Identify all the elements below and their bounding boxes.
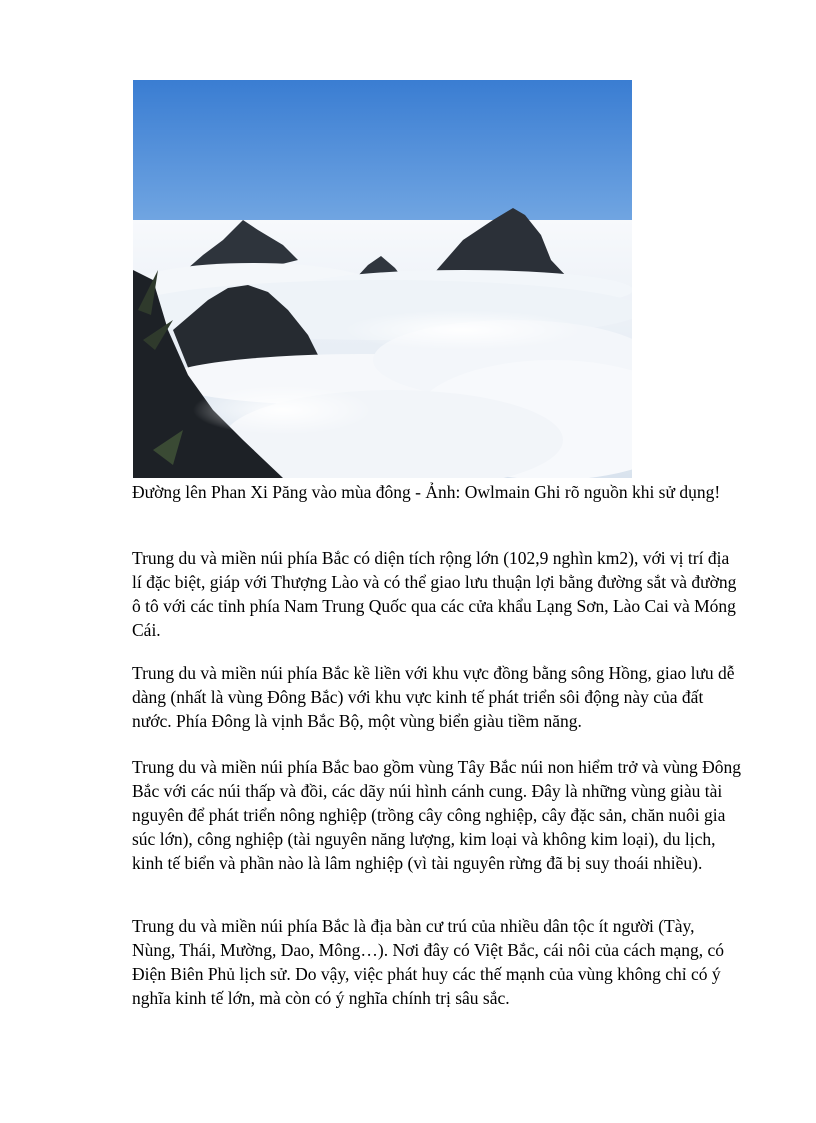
- mountain-photo: [133, 80, 632, 478]
- paragraph-neighbors: Trung du và miền núi phía Bắc kề liền với khu vực đồng bằng sông Hồng, giao lưu dễ dàng (nhất là vùng Đông Bắc) với khu vực kinh tế phát triển sôi động này của đất nước. Phía Đông là vịnh Bắc Bộ, một vùng biển giàu tiềm năng.: [132, 663, 735, 731]
- paragraph-resources: Trung du và miền núi phía Bắc bao gồm vùng Tây Bắc núi non hiểm trở và vùng Đông Bắc với các núi thấp và đồi, các dãy núi hình cánh cung. Đây là những vùng giàu tài nguyên để phát triển nông nghiệp (trồng cây công nghiệp, cây đặc sản, chăn nuôi gia súc lớn), công nghiệp (tài nguyên năng lượng, kim loại và không kim loại), du lịch, kinh tế biển và phần nào là lâm nghiệp (vì tài nguyên rừng đã bị suy thoái nhiều).: [132, 757, 742, 873]
- photo-caption: Đường lên Phan Xi Păng vào mùa đông - Ảnh: Owlmain Ghi rõ nguồn khi sử dụng!: [132, 482, 721, 502]
- paragraph-ethnic-groups: Trung du và miền núi phía Bắc là địa bàn cư trú của nhiều dân tộc ít người (Tày, Nùng, Thái, Mường, Dao, Mông…). Nơi đây có Việt Bắc, cái nôi của cách mạng, có Điện Biên Phủ lịch sử. Do vậy, việc phát huy các thế mạnh của vùng không chỉ có ý nghĩa kinh tế lớn, mà còn có ý nghĩa chính trị sâu sắc.: [132, 916, 724, 1008]
- mountain-photo-illustration: [133, 80, 632, 478]
- paragraph-location: Trung du và miền núi phía Bắc có diện tích rộng lớn (102,9 nghìn km2), với vị trí địa lí đặc biệt, giáp với Thượng Lào và có thể giao lưu thuận lợi bằng đường sắt và đường ô tô với các tỉnh phía Nam Trung Quốc qua các cửa khẩu Lạng Sơn, Lào Cai và Móng Cái.: [132, 548, 737, 640]
